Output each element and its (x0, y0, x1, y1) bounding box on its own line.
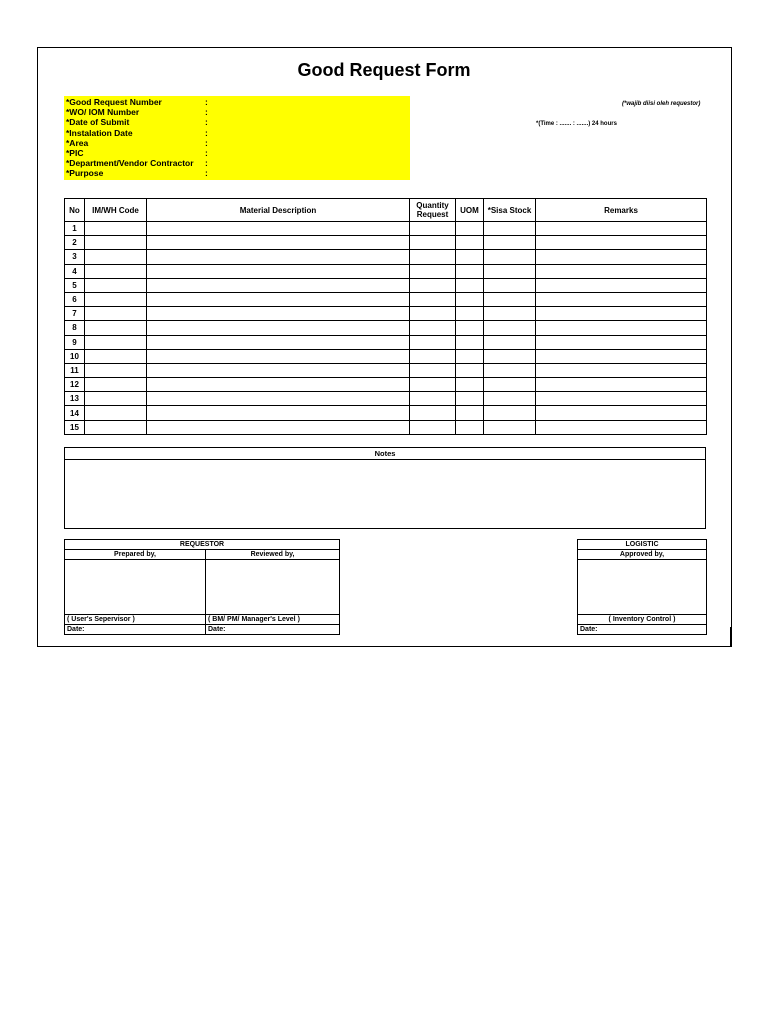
table-row (65, 363, 707, 377)
table-row (65, 392, 707, 406)
code-cell[interactable] (85, 321, 147, 335)
row-number: 12 (65, 378, 85, 392)
description-cell[interactable] (147, 335, 410, 349)
uom-cell[interactable] (456, 292, 484, 306)
code-cell[interactable] (85, 264, 147, 278)
stock-cell[interactable] (484, 349, 536, 363)
items-table (64, 198, 707, 435)
field-label: *Purpose (66, 168, 104, 179)
header-description: Material Description (147, 199, 410, 222)
quantity-cell[interactable] (410, 264, 456, 278)
table-row (65, 307, 707, 321)
reviewed-role: ( BM/ PM/ Manager's Level ) (206, 615, 340, 625)
uom-cell[interactable] (456, 236, 484, 250)
field-label: *Area (66, 137, 89, 148)
quantity-cell[interactable] (410, 392, 456, 406)
remarks-cell[interactable] (536, 392, 707, 406)
field-value[interactable]: : (205, 107, 208, 118)
reviewed-by-label: Reviewed by, (206, 550, 340, 560)
notes-box (64, 447, 706, 529)
header-remarks: Remarks (536, 199, 707, 222)
description-cell[interactable] (147, 363, 410, 377)
code-cell[interactable] (85, 292, 147, 306)
stock-cell[interactable] (484, 321, 536, 335)
table-row (65, 321, 707, 335)
approved-signature-box[interactable] (578, 560, 707, 615)
remarks-cell[interactable] (536, 307, 707, 321)
quantity-cell[interactable] (410, 363, 456, 377)
remarks-cell[interactable] (536, 363, 707, 377)
remarks-cell[interactable] (536, 420, 707, 434)
row-number: 7 (65, 307, 85, 321)
code-cell[interactable] (85, 335, 147, 349)
code-cell[interactable] (85, 222, 147, 236)
uom-cell[interactable] (456, 378, 484, 392)
field-label: *WO/ IOM Number (66, 107, 140, 118)
remarks-cell[interactable] (536, 292, 707, 306)
table-row (65, 292, 707, 306)
uom-cell[interactable] (456, 363, 484, 377)
header-no: No (65, 199, 85, 222)
description-cell[interactable] (147, 250, 410, 264)
row-number: 2 (65, 236, 85, 250)
description-cell[interactable] (147, 406, 410, 420)
description-cell[interactable] (147, 321, 410, 335)
code-cell[interactable] (85, 392, 147, 406)
code-cell[interactable] (85, 363, 147, 377)
stock-cell[interactable] (484, 278, 536, 292)
remarks-cell[interactable] (536, 378, 707, 392)
code-cell[interactable] (85, 349, 147, 363)
requestor-signature-table (64, 539, 340, 635)
row-number: 13 (65, 392, 85, 406)
prepared-role: ( User's Sepervisor ) (65, 615, 206, 625)
code-cell[interactable] (85, 307, 147, 321)
stock-cell[interactable] (484, 222, 536, 236)
requestor-header: REQUESTOR (65, 540, 340, 550)
prepared-signature-box[interactable] (65, 560, 206, 615)
code-cell[interactable] (85, 250, 147, 264)
description-cell[interactable] (147, 420, 410, 434)
mandatory-note: (*wajib diisi oleh requestor) (622, 101, 701, 107)
header-quantity-line2: Request (416, 210, 449, 219)
uom-cell[interactable] (456, 278, 484, 292)
row-number: 5 (65, 278, 85, 292)
quantity-cell[interactable] (410, 222, 456, 236)
row-number: 3 (65, 250, 85, 264)
uom-cell[interactable] (456, 307, 484, 321)
quantity-cell[interactable] (410, 236, 456, 250)
field-value[interactable]: : (205, 148, 208, 158)
table-row (65, 378, 707, 392)
stock-cell[interactable] (484, 335, 536, 349)
remarks-cell[interactable] (536, 406, 707, 420)
field-label: *Good Request Number (66, 97, 162, 107)
description-cell[interactable] (147, 222, 410, 236)
field-label: *PIC (66, 148, 84, 158)
table-row (65, 420, 707, 434)
field-value[interactable]: : (205, 117, 208, 128)
form-title: Good Request Form (297, 60, 471, 80)
stock-cell[interactable] (484, 363, 536, 377)
remarks-cell[interactable] (536, 321, 707, 335)
field-value[interactable]: : (205, 97, 208, 107)
remarks-cell[interactable] (536, 250, 707, 264)
uom-cell[interactable] (456, 250, 484, 264)
table-row (65, 250, 707, 264)
uom-cell[interactable] (456, 349, 484, 363)
description-cell[interactable] (147, 307, 410, 321)
approved-role: ( Inventory Control ) (578, 615, 707, 625)
edge-tick (730, 627, 731, 647)
logistic-header: LOGISTIC (578, 540, 707, 550)
row-number: 1 (65, 222, 85, 236)
field-value[interactable]: : (205, 137, 208, 148)
code-cell[interactable] (85, 278, 147, 292)
code-cell[interactable] (85, 236, 147, 250)
stock-cell[interactable] (484, 378, 536, 392)
table-row (65, 406, 707, 420)
field-label: *Date of Submit (66, 117, 130, 128)
quantity-cell[interactable] (410, 420, 456, 434)
code-cell[interactable] (85, 420, 147, 434)
remarks-cell[interactable] (536, 278, 707, 292)
row-number: 14 (65, 406, 85, 420)
table-row (65, 349, 707, 363)
field-value[interactable]: : (205, 168, 208, 179)
uom-cell[interactable] (456, 222, 484, 236)
row-number: 15 (65, 420, 85, 434)
field-label: *Instalation Date (66, 127, 133, 138)
row-number: 8 (65, 321, 85, 335)
quantity-cell[interactable] (410, 292, 456, 306)
stock-cell[interactable] (484, 250, 536, 264)
reviewed-signature-box[interactable] (206, 560, 340, 615)
remarks-cell[interactable] (536, 236, 707, 250)
approved-by-label: Approved by, (578, 550, 707, 560)
header-quantity (410, 199, 456, 222)
description-cell[interactable] (147, 292, 410, 306)
stock-cell[interactable] (484, 236, 536, 250)
quantity-cell[interactable] (410, 250, 456, 264)
uom-cell[interactable] (456, 392, 484, 406)
quantity-cell[interactable] (410, 335, 456, 349)
quantity-cell[interactable] (410, 278, 456, 292)
header-quantity-line1: Quantity (416, 201, 449, 210)
field-label: *Department/Vendor Contractor (66, 158, 194, 169)
prepared-by-label: Prepared by, (65, 550, 206, 560)
field-value[interactable]: : (205, 127, 208, 138)
description-cell[interactable] (147, 349, 410, 363)
description-cell[interactable] (147, 264, 410, 278)
stock-cell[interactable] (484, 392, 536, 406)
row-number: 10 (65, 349, 85, 363)
description-cell[interactable] (147, 236, 410, 250)
description-cell[interactable] (147, 378, 410, 392)
description-cell[interactable] (147, 278, 410, 292)
uom-cell[interactable] (456, 321, 484, 335)
remarks-cell[interactable] (536, 349, 707, 363)
stock-cell[interactable] (484, 420, 536, 434)
logistic-signature-table (577, 539, 707, 635)
description-cell[interactable] (147, 392, 410, 406)
notes-header: Notes (65, 448, 705, 460)
reviewed-date[interactable]: Date: (206, 625, 340, 635)
row-number: 4 (65, 264, 85, 278)
table-row (65, 222, 707, 236)
uom-cell[interactable] (456, 264, 484, 278)
table-row (65, 278, 707, 292)
quantity-cell[interactable] (410, 307, 456, 321)
header-code: IM/WH Code (85, 199, 147, 222)
table-row (65, 264, 707, 278)
table-row (65, 335, 707, 349)
row-number: 11 (65, 363, 85, 377)
quantity-cell[interactable] (410, 406, 456, 420)
stock-cell[interactable] (484, 406, 536, 420)
stock-cell[interactable] (484, 307, 536, 321)
uom-cell[interactable] (456, 335, 484, 349)
quantity-cell[interactable] (410, 321, 456, 335)
items-header-row (65, 199, 707, 222)
header-stock: *Sisa Stock (484, 199, 536, 222)
code-cell[interactable] (85, 406, 147, 420)
approved-date[interactable]: Date: (578, 625, 707, 635)
row-number: 6 (65, 292, 85, 306)
stock-cell[interactable] (484, 264, 536, 278)
header-uom: UOM (456, 199, 484, 222)
prepared-date[interactable]: Date: (65, 625, 206, 635)
remarks-cell[interactable] (536, 335, 707, 349)
uom-cell[interactable] (456, 406, 484, 420)
remarks-cell[interactable] (536, 222, 707, 236)
remarks-cell[interactable] (536, 264, 707, 278)
quantity-cell[interactable] (410, 378, 456, 392)
time-note: *(Time : ....... : .......) 24 hours (536, 121, 617, 127)
quantity-cell[interactable] (410, 349, 456, 363)
field-value[interactable]: : (205, 158, 208, 169)
table-row (65, 236, 707, 250)
code-cell[interactable] (85, 378, 147, 392)
stock-cell[interactable] (484, 292, 536, 306)
row-number: 9 (65, 335, 85, 349)
uom-cell[interactable] (456, 420, 484, 434)
